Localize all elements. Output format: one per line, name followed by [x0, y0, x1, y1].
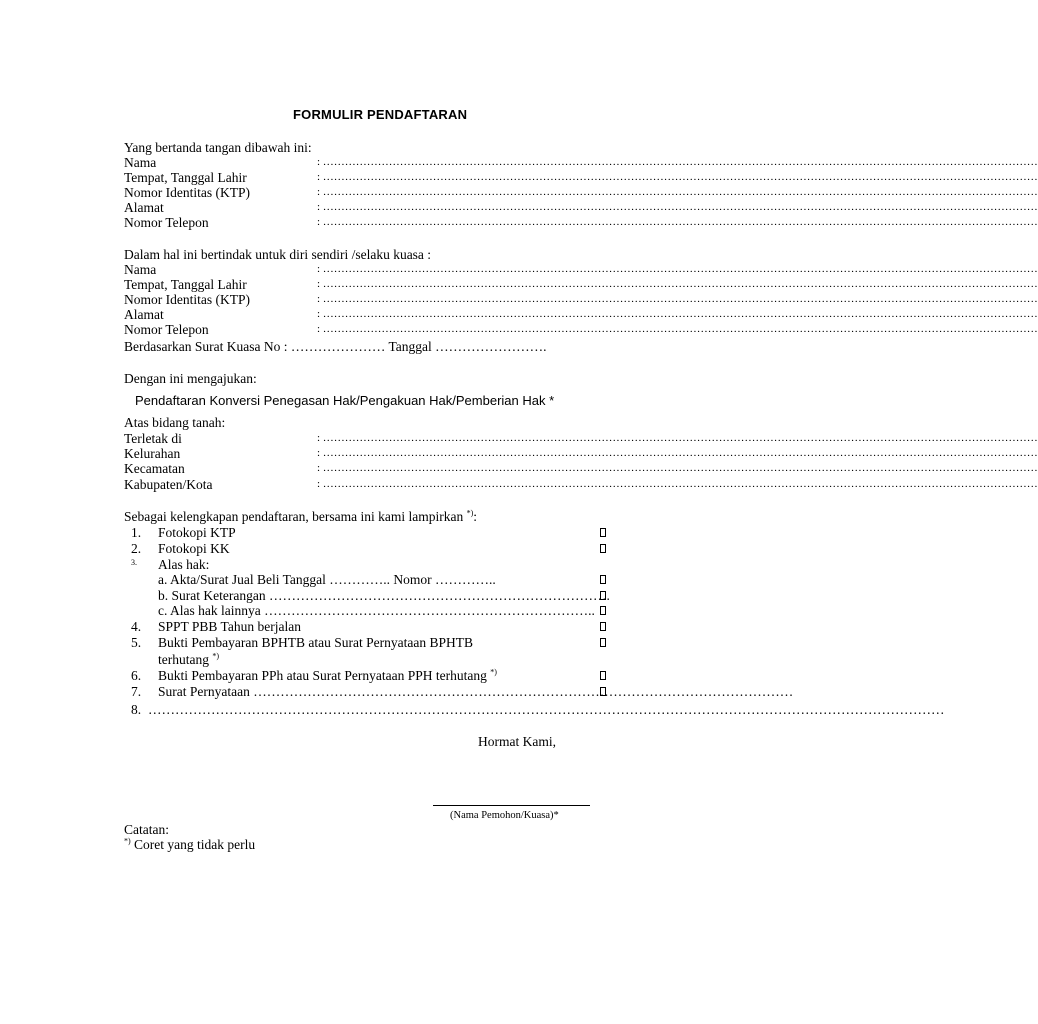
item-5-label-line2	[158, 652, 219, 667]
item-1-checkbox[interactable]	[600, 528, 606, 537]
s2-field-nama[interactable]: : ……………………………………………………………………………………………………………………………………………………………………………	[317, 263, 1038, 275]
notes-text-body: Coret yang tidak perlu	[130, 837, 256, 852]
attachments-intro	[124, 509, 477, 524]
page-title: FORMULIR PENDAFTARAN	[293, 107, 468, 122]
notes-label: Catatan:	[124, 822, 169, 837]
s1-label-alamat: Alamat	[124, 200, 164, 215]
surat-kuasa-line[interactable]: Berdasarkan Surat Kuasa No : ………………… Tanggal …………………….	[124, 339, 547, 354]
item-2-number: 2.	[131, 541, 142, 556]
s2-field-alamat[interactable]: : ……………………………………………………………………………………………………………………………………………………………………………	[317, 308, 1038, 320]
s1-label-ktp: Nomor Identitas (KTP)	[124, 185, 250, 200]
s1-field-alamat[interactable]: : ……………………………………………………………………………………………………………………………………………………………………………	[317, 201, 1038, 213]
item-3c-label[interactable]: c. Alas hak lainnya ………………………………………………………………..	[158, 603, 595, 618]
s3-field-kecamatan[interactable]: : ……………………………………………………………………………………………………………………………………………………………………………	[317, 462, 1038, 474]
s3-label-kabupaten: Kabupaten/Kota	[124, 477, 213, 492]
item-7-checkbox[interactable]	[600, 687, 606, 696]
item-7-label[interactable]: Surat Pernyataan …………………………………………………………………………………………………………	[158, 684, 794, 699]
item-3a-label[interactable]: a. Akta/Surat Jual Beli Tanggal ………….. Nomor …………..	[158, 572, 496, 587]
item-6-label-text: Bukti Pembayaran PPh atau Surat Pernyataan PPH terhutang	[158, 668, 491, 683]
s3-label-kecamatan: Kecamatan	[124, 461, 185, 476]
item-2-checkbox[interactable]	[600, 544, 606, 553]
item-3b-checkbox[interactable]	[600, 591, 606, 600]
item-7-number: 7.	[131, 684, 142, 699]
s1-label-telepon: Nomor Telepon	[124, 215, 209, 230]
application-type-heading: Pendaftaran Konversi Penegasan Hak/Pengakuan Hak/Pemberian Hak *	[135, 393, 555, 408]
section1-intro: Yang bertanda tangan dibawah ini:	[124, 140, 312, 155]
section3-sub: Atas bidang tanah:	[124, 415, 226, 430]
closing-text: Hormat Kami,	[478, 734, 556, 749]
item-6-label	[158, 668, 497, 683]
attachments-intro-footnote: *)	[466, 508, 474, 518]
s1-label-ttl: Tempat, Tanggal Lahir	[124, 170, 247, 185]
attachments-intro-text: Sebagai kelengkapan pendaftaran, bersama ini kami lampirkan	[124, 509, 467, 524]
item-1-number: 1.	[131, 525, 142, 540]
item-2-label: Fotokopi KK	[158, 541, 230, 556]
s2-label-alamat: Alamat	[124, 307, 164, 322]
s1-field-ktp[interactable]: : ……………………………………………………………………………………………………………………………………………………………………………	[317, 186, 1038, 198]
s3-label-kelurahan: Kelurahan	[124, 446, 181, 461]
s2-label-telepon: Nomor Telepon	[124, 322, 209, 337]
s2-field-ttl[interactable]: : ……………………………………………………………………………………………………………………………………………………………………………	[317, 278, 1038, 290]
item-6-checkbox[interactable]	[600, 671, 606, 680]
item-8-number: 8.	[131, 702, 142, 717]
item-4-checkbox[interactable]	[600, 622, 606, 631]
item-5-label-line1: Bukti Pembayaran BPHTB atau Surat Pernyataan BPHTB	[158, 635, 473, 650]
attachments-intro-colon: :	[473, 509, 478, 524]
s3-label-terletak: Terletak di	[124, 431, 182, 446]
s2-label-ttl: Tempat, Tanggal Lahir	[124, 277, 247, 292]
notes-footnote-mark: *)	[124, 836, 131, 846]
section2-intro: Dalam hal ini bertindak untuk diri sendiri /selaku kuasa :	[124, 247, 432, 262]
item-3c-checkbox[interactable]	[600, 606, 606, 615]
s1-field-nama[interactable]: : ……………………………………………………………………………………………………………………………………………………………………………	[317, 156, 1038, 168]
item-8-label[interactable]: ……………………………………………………………………………………………………………………………………………………………	[148, 702, 945, 717]
s2-label-ktp: Nomor Identitas (KTP)	[124, 292, 250, 307]
s3-field-kelurahan[interactable]: : ……………………………………………………………………………………………………………………………………………………………………………	[317, 447, 1038, 459]
s2-field-telepon[interactable]: : ……………………………………………………………………………………………………………………………………………………………………………	[317, 323, 1038, 335]
s2-label-nama: Nama	[124, 262, 157, 277]
item-4-label: SPPT PBB Tahun berjalan	[158, 619, 301, 634]
notes-text	[124, 837, 255, 852]
section3-intro: Dengan ini mengajukan:	[124, 371, 257, 386]
s1-field-telepon[interactable]: : ……………………………………………………………………………………………………………………………………………………………………………	[317, 216, 1038, 228]
item-3-number: 3.	[131, 558, 137, 567]
item-6-footnote: *)	[490, 667, 497, 677]
item-5-footnote: *)	[212, 651, 220, 661]
s1-field-ttl[interactable]: : ……………………………………………………………………………………………………………………………………………………………………………	[317, 171, 1038, 183]
item-1-label: Fotokopi KTP	[158, 525, 236, 540]
item-4-number: 4.	[131, 619, 142, 634]
s2-field-ktp[interactable]: : ……………………………………………………………………………………………………………………………………………………………………………	[317, 293, 1038, 305]
item-3b-label[interactable]: b. Surat Keterangan ………………………………………………………………….	[158, 588, 610, 603]
item-3a-checkbox[interactable]	[600, 575, 606, 584]
item-5-label-line2-text: terhutang	[158, 652, 213, 667]
item-5-checkbox[interactable]	[600, 638, 606, 647]
s1-label-nama: Nama	[124, 155, 157, 170]
signature-line[interactable]	[433, 805, 590, 806]
s3-field-terletak[interactable]: : ……………………………………………………………………………………………………………………………………………………………………………	[317, 432, 1038, 444]
item-6-number: 6.	[131, 668, 142, 683]
s3-field-kabupaten[interactable]: : ……………………………………………………………………………………………………………………………………………………………………………	[317, 478, 1038, 490]
signature-caption: (Nama Pemohon/Kuasa)*	[450, 810, 559, 821]
item-3-label: Alas hak:	[158, 557, 210, 572]
item-5-number: 5.	[131, 635, 142, 650]
